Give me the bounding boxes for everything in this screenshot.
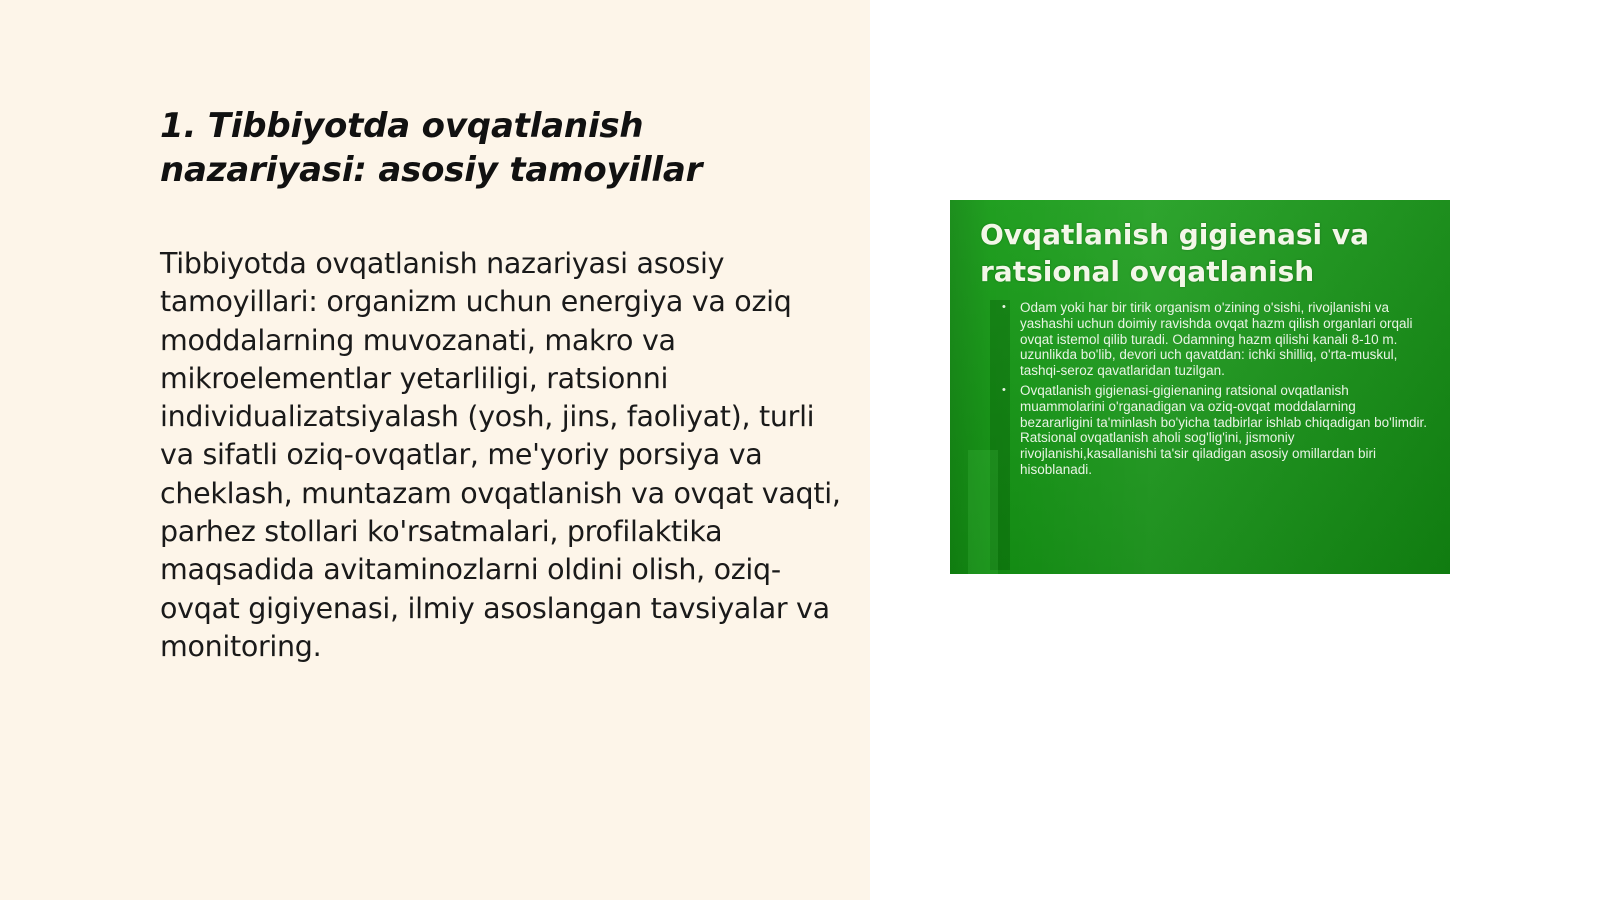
image-bullet-list <box>1002 300 1432 482</box>
image-bullet-item <box>1002 300 1432 379</box>
image-shade <box>968 450 998 574</box>
image-bullet-text: Odam yoki har bir tirik organism o'zining o'sishi, rivojlanishi va yashashi uchun doimiy ravishda ovqat hazm qilish organlari orqali ovqat istemol qilib turadi. Odamning hazm qilishi kanali 8-10 m. uzunlikda bo'lib, devori uch qavatdan: ichki shilliq, o'rta-muskul, tashqi-seroz qavatlaridan tuzilgan. <box>1020 300 1413 379</box>
slide-title: 1. Tibbiyotda ovqatlanish nazariyasi: asosiy tamoyillar <box>160 106 703 190</box>
bullet-icon: • <box>1002 301 1006 313</box>
image-bullet-text: Ovqatlanish gigienasi-gigienaning ratsional ovqatlanish muammolarini o'rganadigan va oziq-ovqat moddalarning bezararligini ta'minlash bo'yicha tadbirlar ishlab chiqadigan bo'limdir. Ratsional ovqatlanish aholi sog'lig'ini, jismoniy rivojlanishi,kasallanishi ta'sir qiladigan asosiy omillardan biri hisoblanadi. <box>1020 382 1427 477</box>
slide-image <box>950 200 1450 574</box>
image-title: Ovqatlanish gigienasi va ratsional ovqatlanish <box>980 218 1370 288</box>
slide-body-text: Tibbiyotda ovqatlanish nazariyasi asosiy tamoyillari: organizm uchun energiya va oziq moddalarning muvozanati, makro va mikroelementlar yetarliligi, ratsionni individualizatsiyalash (yosh, jins, faoliyat), turli va sifatli oziq-ovqatlar, me'yoriy porsiya va cheklash, muntazam ovqatlanish va ovqat vaqti, parhez stollari ko'rsatmalari, profilaktika maqsadida avitaminozlarni oldini olish, oziq-ovqat gigiyenasi, ilmiy asoslangan tavsiyalar va monitoring. <box>160 247 841 663</box>
image-bullet-item <box>1002 383 1432 478</box>
bullet-icon: • <box>1002 383 1006 396</box>
